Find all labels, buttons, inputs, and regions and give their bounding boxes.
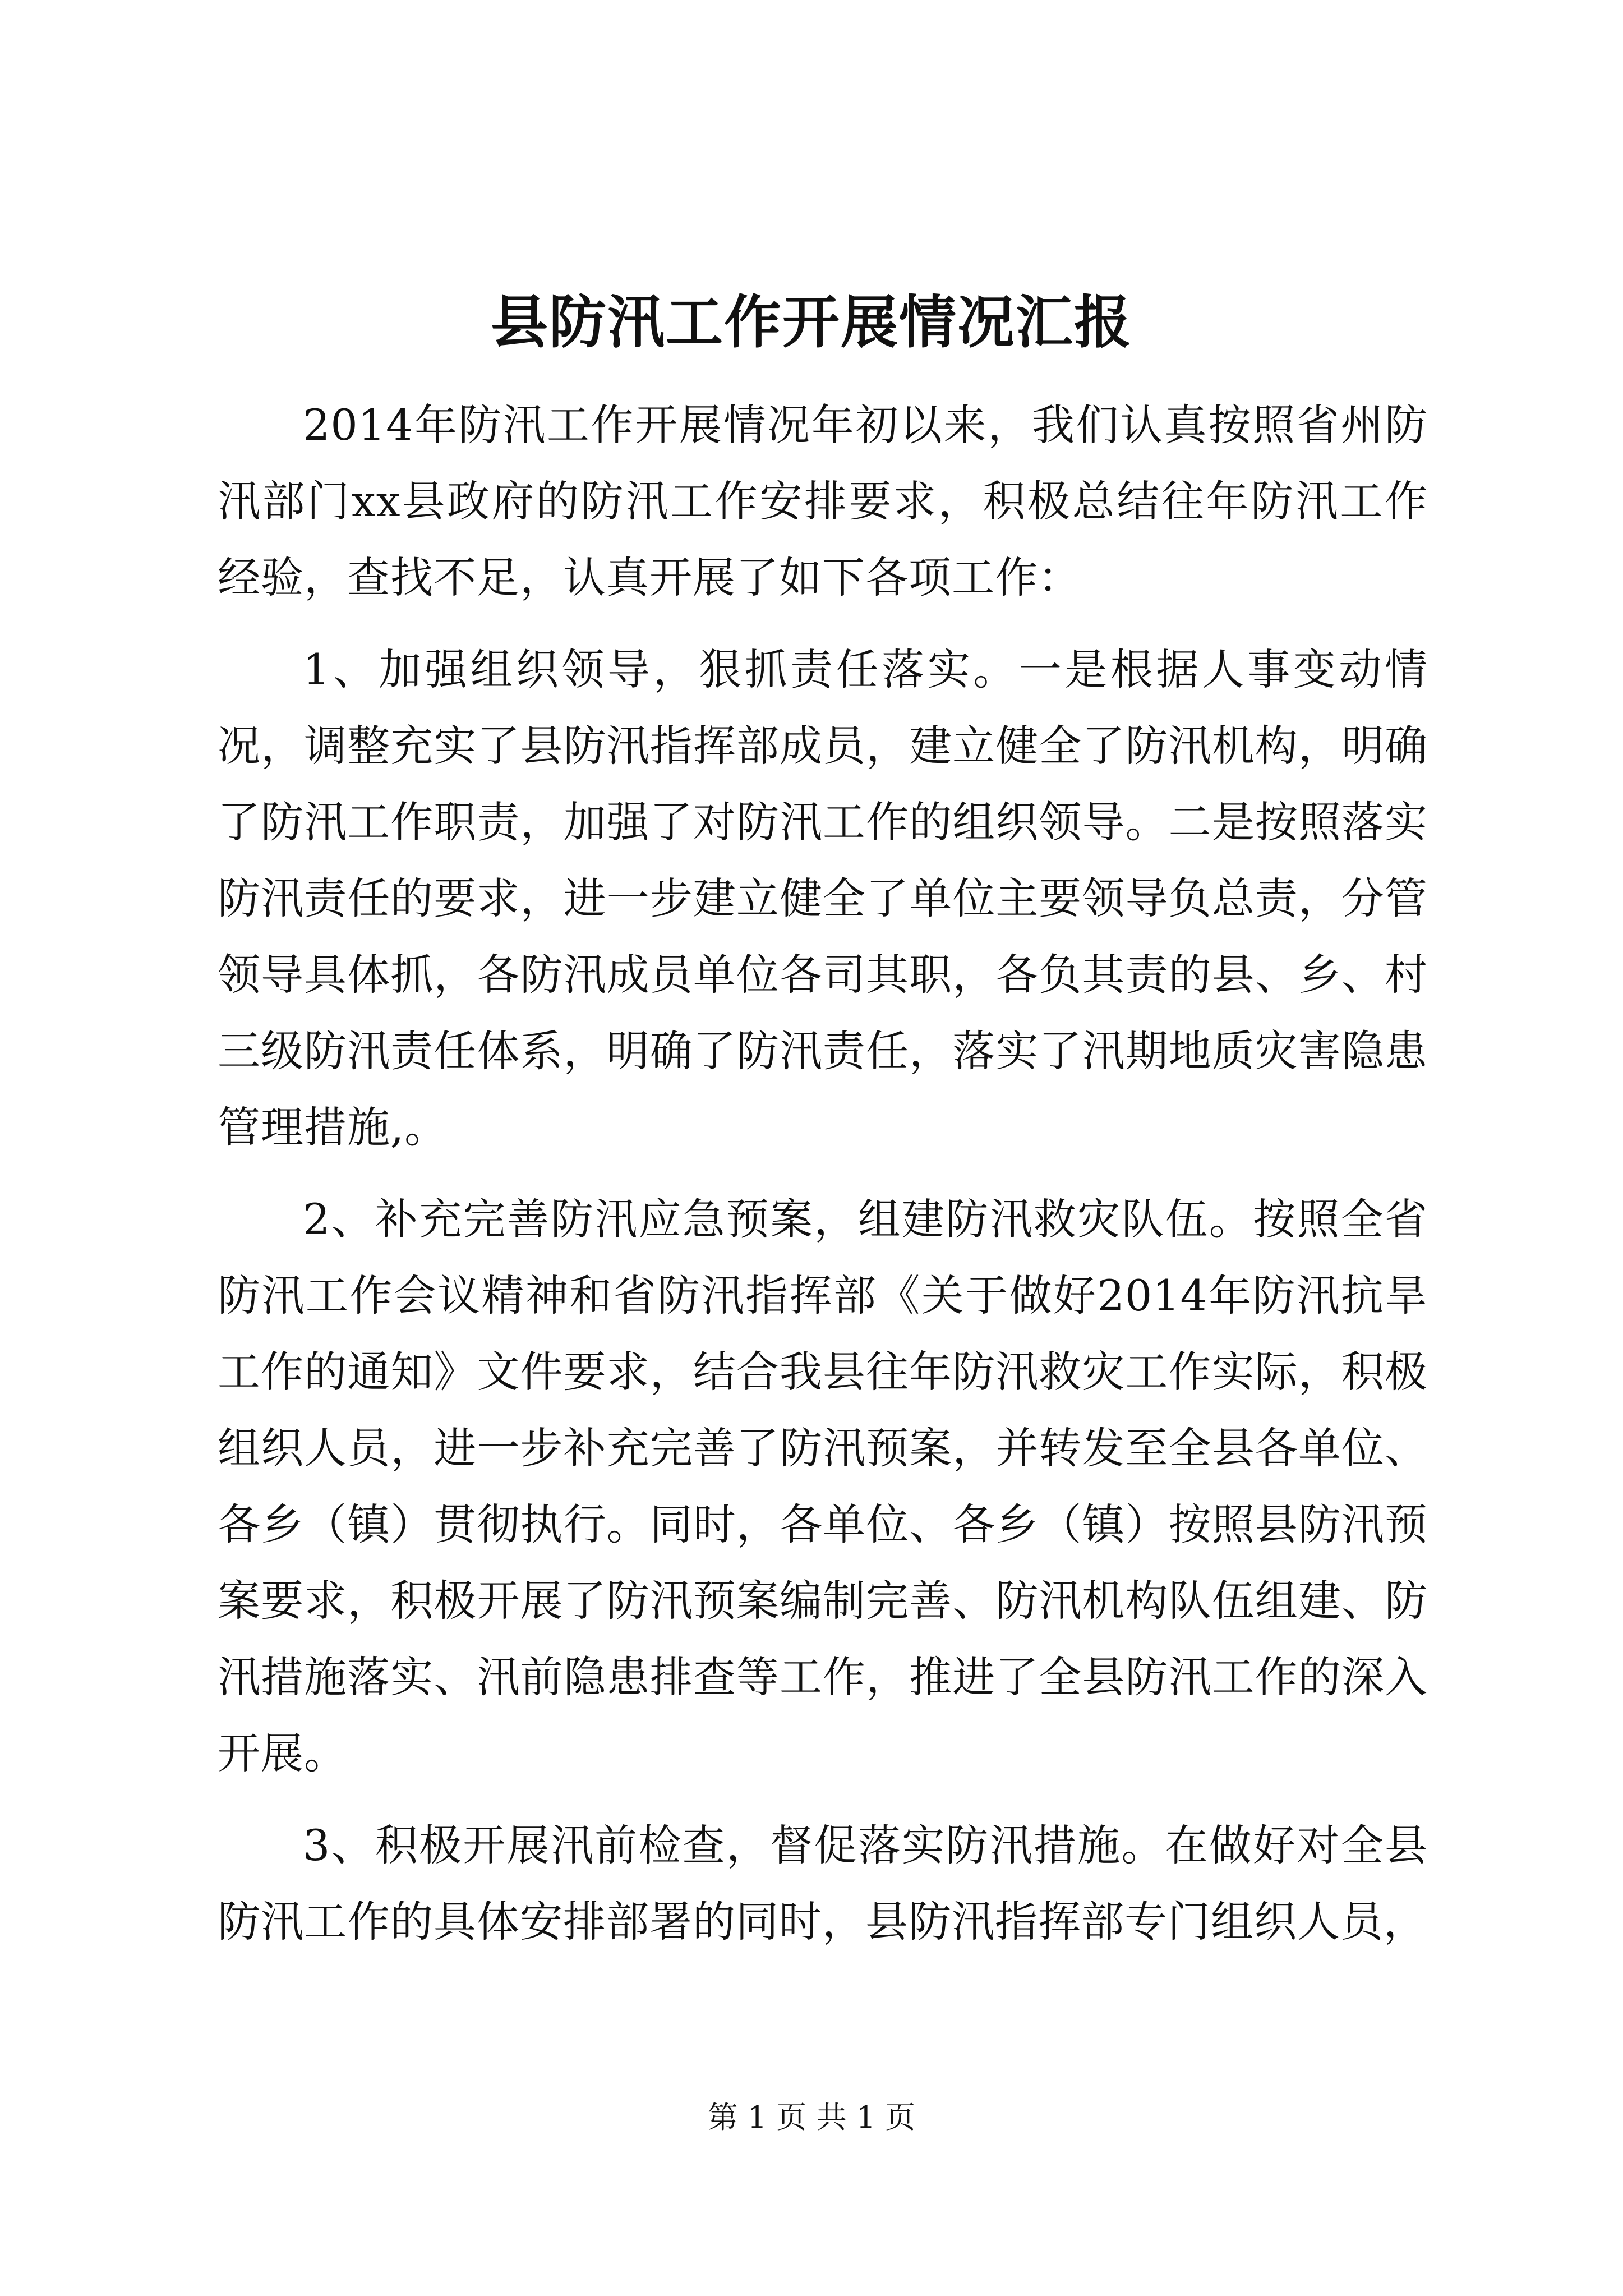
paragraph-intro: 2014年防汛工作开展情况年初以来，我们认真按照省州防汛部门xx县政府的防汛工作安排要求，积极总结往年防汛工作经验，查找不足，认真开展了如下各项工作：: [218, 400, 1428, 602]
paragraph-section-2: 2、补充完善防汛应急预案，组建防汛救灾队伍。按照全省防汛工作会议精神和省防汛指挥部《关于做好2014年防汛抗旱工作的通知》文件要求，结合我县往年防汛救灾工作实际，积极组织人员，进一步补充完善了防汛预案，并转发至全县各单位、各乡（镇）贯彻执行。同时，各单位、各乡（镇）按照县防汛预案要求，积极开展了防汛预案编制完善、防汛机构队伍组建、防汛措施落实、汛前隐患排查等工作，推进了全县防汛工作的深入开展。: [218, 1194, 1428, 1778]
paragraph-section-3: 3、积极开展汛前检查，督促落实防汛措施。在做好对全县防汛工作的具体安排部署的同时，县防汛指挥部专门组织人员，: [218, 1820, 1428, 1947]
document-body: [218, 387, 1428, 1960]
page-footer: 第 1 页 共 1 页: [707, 2100, 916, 2135]
paragraph-section-1: 1、加强组织领导，狠抓责任落实。一是根据人事变动情况，调整充实了县防汛指挥部成员，建立健全了防汛机构，明确了防汛工作职责，加强了对防汛工作的组织领导。二是按照落实防汛责任的要求，进一步建立健全了单位主要领导负总责，分管领导具体抓，各防汛成员单位各司其职，各负其责的县、乡、村三级防汛责任体系，明确了防汛责任，落实了汛期地质灾害隐患管理措施,。: [218, 645, 1428, 1152]
document-title: 县防汛工作开展情况汇报: [491, 289, 1132, 356]
